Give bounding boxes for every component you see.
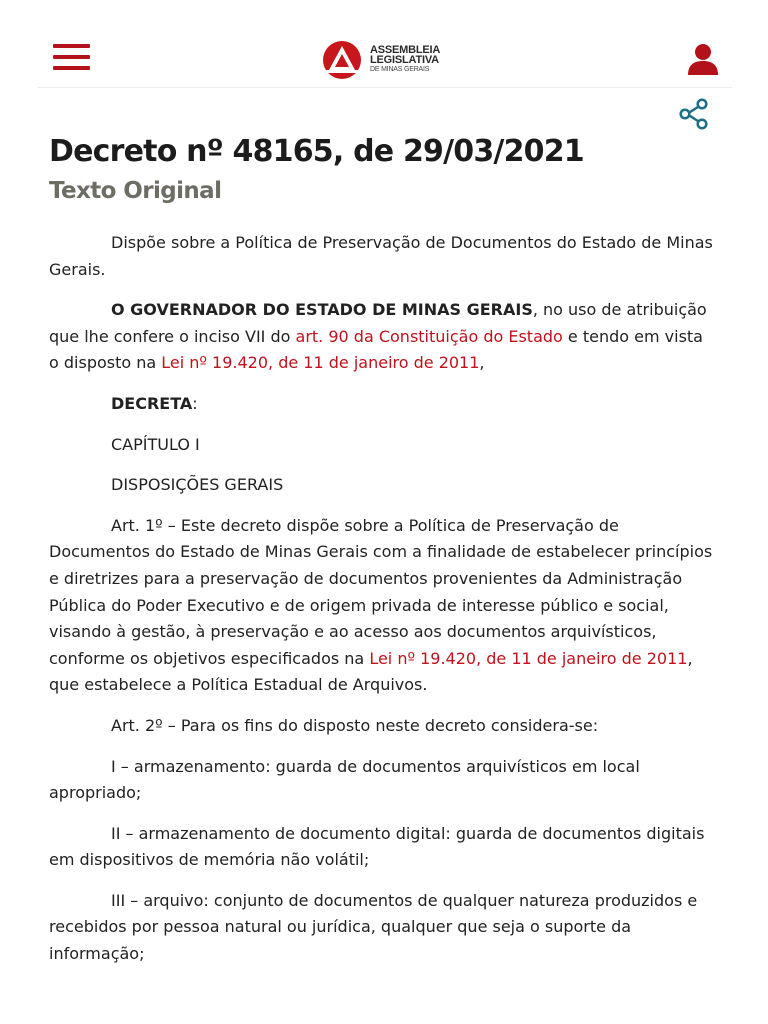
article-1-text-2: , que estabelece a Política Estadual de Arquivos. <box>49 648 693 695</box>
article-1-text-1: Art. 1º – Este decreto dispõe sobre a Política de Preservação de Documentos do Estado de Minas Gerais com a finalidade de estabelecer princípios e diretrizes para a preservação de documentos provenientes da Administração Pública do Poder Executivo e de origem privada de interesse público e social, visando à gestão, à preservação e ao acesso aos documentos arquivísticos, conforme os objetivos especificados na <box>49 515 713 668</box>
document-body <box>49 230 717 982</box>
preamble-text-2: e tendo em vista o disposto na <box>49 326 703 373</box>
user-icon[interactable] <box>686 42 720 76</box>
assembleia-logo[interactable] <box>318 40 448 80</box>
logo-line-2: LEGISLATIVA <box>370 54 439 66</box>
decreta-bold: DECRETA <box>111 393 193 413</box>
item-1-paragraph: I – armazenamento: guarda de documentos arquivísticos em local apropriado; <box>49 756 640 803</box>
item-3-paragraph: III – arquivo: conjunto de documentos de qualquer natureza produzidos e recebidos por pessoa natural ou jurídica, qualquer que seja o suporte da informação; <box>49 890 698 964</box>
chapter-heading: CAPÍTULO I <box>111 434 200 454</box>
chapter-title: DISPOSIÇÕES GERAIS <box>111 475 284 495</box>
decreta-paragraph <box>49 391 717 418</box>
article-1-law-link[interactable]: Lei nº 19.420, de 11 de janeiro de 2011 <box>369 648 688 668</box>
preamble-paragraph <box>49 297 717 377</box>
share-icon[interactable] <box>678 98 710 130</box>
logo-line-1: ASSEMBLEIA <box>370 44 441 56</box>
preamble-bold: O GOVERNADOR DO ESTADO DE MINAS GERAIS <box>111 300 533 320</box>
ementa-paragraph: Dispõe sobre a Política de Preservação de Documentos do Estado de Minas Gerais. <box>49 233 713 279</box>
hamburger-menu-icon[interactable] <box>53 42 90 72</box>
article-2-paragraph: Art. 2º – Para os fins do disposto neste decreto considera-se: <box>111 715 599 735</box>
logo-line-3: DE MINAS GERAIS <box>370 66 430 73</box>
logo-text <box>370 45 440 75</box>
decreta-colon: : <box>192 393 198 413</box>
site-header <box>38 0 732 88</box>
document-subtitle: Texto Original <box>49 178 222 204</box>
constitution-article-link[interactable]: art. 90 da Constituição do Estado <box>295 326 563 346</box>
preamble-text-3: , <box>479 353 485 373</box>
logo-emblem-icon <box>318 40 366 80</box>
preamble-text-1: , no uso de atribuição que lhe confere o inciso VII do <box>49 300 707 346</box>
law-19420-link[interactable]: Lei nº 19.420, de 11 de janeiro de 2011 <box>161 353 480 373</box>
document-title: Decreto nº 48165, de 29/03/2021 <box>49 134 584 169</box>
item-2-paragraph: II – armazenamento de documento digital: guarda de documentos digitais em dispositivos de memória não volátil; <box>49 823 705 870</box>
article-1-paragraph <box>49 513 717 699</box>
